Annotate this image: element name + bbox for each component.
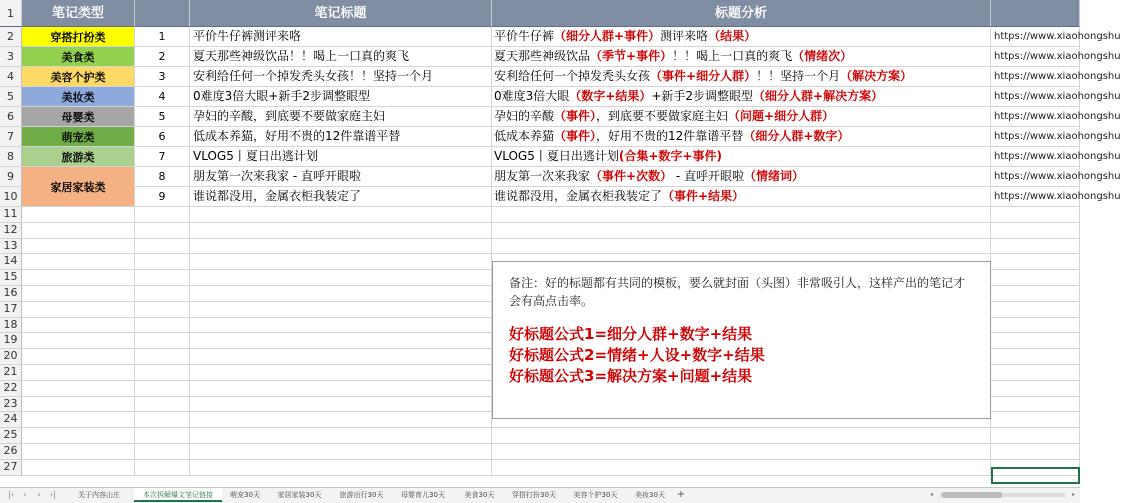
title-analysis-cell[interactable] [492,187,991,207]
link-cell[interactable]: https://www.xiaohongshu [991,107,1080,127]
empty-cell[interactable] [190,302,492,318]
link-cell[interactable]: https://www.xiaohongshu [991,47,1080,67]
empty-row [0,239,1080,255]
row-number[interactable]: 23 [0,397,22,413]
category-cell[interactable]: 美妆类 [22,87,135,107]
empty-cell[interactable] [991,397,1080,413]
sheet-tab[interactable]: 本次拆解爆文笔记链接 [134,488,222,502]
row-number[interactable]: 7 [0,127,22,147]
table-row [0,87,1121,107]
category-cell[interactable]: 旅游类 [22,147,135,167]
index-cell[interactable]: 5 [135,107,190,127]
empty-cell[interactable] [135,412,190,428]
header-index[interactable] [135,0,190,27]
table-row [0,187,1121,207]
index-cell[interactable]: 7 [135,147,190,167]
analysis-tag: （事件） [554,109,597,123]
empty-cell[interactable] [991,239,1080,255]
title-analysis-cell[interactable] [492,87,991,107]
analysis-text: ，到底要不要做家庭主妇 [596,109,729,123]
row-number[interactable]: 12 [0,223,22,239]
title-analysis-cell[interactable] [492,47,991,67]
sheet-tab[interactable]: 萌宠30天 [230,491,260,499]
empty-cell[interactable] [22,460,135,476]
scroll-right-icon[interactable]: ▸ [1071,491,1075,498]
empty-cell[interactable] [135,349,190,365]
empty-cell[interactable] [190,460,492,476]
formula-line: 好标题公式3=解决方案+问题+结果 [509,367,753,385]
analysis-tag: （细分人群+数字） [743,129,850,143]
empty-row [0,223,1080,239]
header-link[interactable] [991,0,1080,27]
empty-cell[interactable] [135,302,190,318]
analysis-text: VLOG5丨夏日出逃计划 [494,149,619,163]
empty-cell[interactable] [135,460,190,476]
note-text: 备注：好的标题都有共同的模板，要么就封面（头图）非常吸引人，这样产出的笔记才会有高点击率。 [509,276,966,308]
index-cell[interactable]: 6 [135,127,190,147]
table-row [0,67,1121,87]
empty-row [0,207,1080,223]
row-number[interactable]: 9 [0,167,22,187]
analysis-text: 测评来咯 [660,29,709,43]
empty-cell[interactable] [190,428,492,444]
empty-cell[interactable] [135,333,190,349]
note-title-cell[interactable]: VLOG5丨夏日出逃计划 [190,147,492,167]
analysis-text: - 直呼开眼啦 [672,169,745,183]
empty-cell[interactable] [135,318,190,334]
analysis-tag: （细分人群+事件） [554,29,661,43]
prev-sheet-icon[interactable]: ‹ [23,490,27,499]
empty-cell[interactable] [190,412,492,428]
category-cell[interactable]: 美食类 [22,47,135,67]
selected-cell[interactable] [991,467,1080,484]
empty-cell[interactable] [22,428,135,444]
note-title-cell[interactable]: 安利给任何一个掉发秃头女孩！！坚持一个月 [190,67,492,87]
sheet-tab[interactable]: 美食30天 [464,491,495,499]
empty-cell[interactable] [135,444,190,460]
note-textbox[interactable] [492,261,991,419]
link-cell[interactable]: https://www.xiaohongshu [991,27,1080,47]
empty-cell[interactable] [991,207,1080,223]
row-number[interactable]: 24 [0,412,22,428]
empty-cell[interactable] [135,223,190,239]
empty-cell[interactable] [492,207,991,223]
sheet-tab-bar [0,487,1080,503]
note-title-cell[interactable]: 低成本养猫，好用不贵的12件靠谱平替 [190,127,492,147]
empty-cell[interactable] [991,444,1080,460]
empty-cell[interactable] [492,444,991,460]
table-row [0,167,1121,187]
row-number[interactable]: 17 [0,302,22,318]
empty-cell[interactable] [135,397,190,413]
note-title-cell[interactable]: 孕妇的辛酸，到底要不要做家庭主妇 [190,107,492,127]
link-cell[interactable]: https://www.xiaohongshu [991,87,1080,107]
sheet-tab[interactable]: 母婴育儿30天 [401,491,445,499]
empty-cell[interactable] [991,318,1080,334]
empty-cell[interactable] [190,239,492,255]
empty-cell[interactable] [991,286,1080,302]
analysis-tag: （事件+次数） [590,169,673,183]
index-cell[interactable]: 3 [135,67,190,87]
sheet-tab[interactable]: 美妆30天 [635,491,665,499]
link-cell[interactable]: https://www.xiaohongshu [991,147,1080,167]
empty-cell[interactable] [991,223,1080,239]
empty-cell[interactable] [190,381,492,397]
formula-line: 好标题公式1=细分人群+数字+结果 [509,325,753,343]
row-number[interactable]: 26 [0,444,22,460]
scroll-left-icon[interactable]: ◂ [930,491,934,498]
analysis-text: 朋友第一次来我家 [494,169,591,183]
empty-cell[interactable] [22,223,135,239]
row-number[interactable]: 13 [0,239,22,255]
empty-cell[interactable] [22,318,135,334]
table-row [0,147,1121,167]
empty-cell[interactable] [991,270,1080,286]
row-number[interactable]: 16 [0,286,22,302]
next-sheet-icon[interactable]: › [37,490,41,499]
empty-cell[interactable] [22,302,135,318]
last-sheet-icon[interactable]: ›| [50,490,56,499]
category-cell[interactable]: 穿搭打扮类 [22,27,135,47]
row-number[interactable]: 27 [0,460,22,476]
empty-cell[interactable] [190,254,492,270]
analysis-text: 0难度3倍大眼 [494,89,570,103]
sheet-tab[interactable]: 家居家装30天 [277,491,322,499]
empty-cell[interactable] [190,333,492,349]
index-cell[interactable]: 1 [135,27,190,47]
empty-cell[interactable] [22,239,135,255]
add-sheet-button[interactable]: + [676,489,686,500]
row-number[interactable]: 8 [0,147,22,167]
empty-cell[interactable] [135,207,190,223]
sheet-tab[interactable]: 穿搭打扮30天 [512,491,556,499]
empty-cell[interactable] [190,223,492,239]
row-number[interactable]: 4 [0,67,22,87]
empty-cell[interactable] [22,207,135,223]
row-number[interactable]: 20 [0,349,22,365]
empty-cell[interactable] [22,397,135,413]
analysis-tag: （细分人群+解决方案） [753,89,884,103]
empty-row [0,460,1080,476]
empty-cell[interactable] [492,239,991,255]
empty-cell[interactable] [991,412,1080,428]
empty-row [0,428,1080,444]
empty-cell[interactable] [22,333,135,349]
empty-cell[interactable] [492,223,991,239]
row-number[interactable]: 18 [0,318,22,334]
empty-cell[interactable] [135,428,190,444]
empty-cell[interactable] [135,365,190,381]
row-number[interactable]: 10 [0,187,22,207]
title-analysis-cell[interactable] [492,67,991,87]
row-number[interactable]: 22 [0,381,22,397]
empty-cell[interactable] [22,254,135,270]
empty-cell[interactable] [190,286,492,302]
empty-cell[interactable] [22,444,135,460]
empty-cell[interactable] [991,349,1080,365]
analysis-tag: （结果） [708,29,757,43]
analysis-text: ！！喝上一口真的爽飞 [672,49,793,63]
table-row [0,127,1121,147]
empty-cell[interactable] [190,444,492,460]
analysis-tag: （问题+细分人群） [728,109,835,123]
category-cell[interactable]: 萌宠类 [22,127,135,147]
empty-cell[interactable] [190,318,492,334]
note-title-cell[interactable]: 谁说都没用，金属衣柜我装定了 [190,187,492,207]
category-cell[interactable]: 母婴类 [22,107,135,127]
header-note-title[interactable]: 笔记标题 [190,0,492,27]
analysis-tag: （数字+结果） [569,89,652,103]
empty-cell[interactable] [991,333,1080,349]
empty-cell[interactable] [22,381,135,397]
row-number[interactable]: 5 [0,87,22,107]
analysis-tag: （情绪词） [744,169,805,183]
sheet-tab[interactable]: 美容个护30天 [573,491,618,499]
empty-cell[interactable] [135,270,190,286]
row-number[interactable]: 21 [0,365,22,381]
link-cell[interactable]: https://www.xiaohongshu [991,67,1080,87]
analysis-text: 安利给任何一个掉发秃头女孩 [494,69,651,83]
empty-row [0,444,1080,460]
analysis-text: ！！坚持一个月 [756,69,841,83]
sheet-tab[interactable]: 旅游出行30天 [339,491,384,499]
row-number[interactable]: 25 [0,428,22,444]
empty-cell[interactable] [991,254,1080,270]
analysis-text: 低成本养猫 [494,129,555,143]
empty-cell[interactable] [190,365,492,381]
empty-cell[interactable] [190,207,492,223]
formula-line: 好标题公式2=情绪+人设+数字+结果 [509,346,765,364]
row-number[interactable]: 6 [0,107,22,127]
table-row [0,47,1121,67]
index-cell[interactable]: 9 [135,187,190,207]
analysis-text: 夏天那些神级饮品 [494,49,591,63]
analysis-text: 谁说都没用，金属衣柜我装定了 [494,189,663,203]
empty-cell[interactable] [135,381,190,397]
category-cell[interactable]: 美容个护类 [22,67,135,87]
index-cell[interactable]: 8 [135,167,190,187]
empty-cell[interactable] [22,365,135,381]
row-number[interactable]: 19 [0,333,22,349]
note-title-cell[interactable]: 平价牛仔裤测评来咯 [190,27,492,47]
title-analysis-cell[interactable] [492,27,991,47]
title-analysis-cell[interactable] [492,107,991,127]
empty-cell[interactable] [991,365,1080,381]
analysis-text: 孕妇的辛酸 [494,109,555,123]
analysis-text: 平价牛仔裤 [494,29,555,43]
header-note-type[interactable]: 笔记类型 [22,0,135,27]
analysis-tag: （事件+结果） [662,189,745,203]
sheet-tab[interactable]: 关于内容山庄 [78,491,120,499]
empty-cell[interactable] [492,460,991,476]
note-title-cell[interactable]: 朋友第一次来我家 - 直呼开眼啦 [190,167,492,187]
analysis-text: ，好用不贵的12件靠谱平替 [596,129,744,143]
link-cell[interactable]: https://www.xiaohongshu [991,167,1080,187]
table-row [0,107,1121,127]
empty-cell[interactable] [135,286,190,302]
empty-cell[interactable] [22,270,135,286]
header-row [0,0,1080,27]
horizontal-scrollbar[interactable] [930,491,1075,499]
row-number[interactable]: 3 [0,47,22,67]
first-sheet-icon[interactable]: |‹ [8,490,14,499]
empty-cell[interactable] [991,302,1080,318]
category-cell[interactable]: 家居家装类 [22,167,135,207]
analysis-tag: （事件+细分人群） [650,69,757,83]
empty-cell[interactable] [190,270,492,286]
empty-cell[interactable] [190,349,492,365]
row-number[interactable]: 14 [0,254,22,270]
row-number[interactable]: 15 [0,270,22,286]
table-row [0,27,1121,47]
analysis-tag: （季节+事件） [590,49,673,63]
analysis-tag: （情绪次） [792,49,853,63]
formula-list [509,324,976,387]
empty-cell[interactable] [22,349,135,365]
row-number[interactable]: 1 [0,0,22,27]
link-cell[interactable]: https://www.xiaohongshu [991,187,1080,207]
index-cell[interactable]: 2 [135,47,190,67]
title-analysis-cell[interactable] [492,167,991,187]
analysis-tag: （事件） [554,129,597,143]
empty-cell[interactable] [991,428,1080,444]
empty-cell[interactable] [135,239,190,255]
note-title-cell[interactable]: 0难度3倍大眼+新手2步调整眼型 [190,87,492,107]
title-analysis-cell[interactable] [492,147,991,167]
empty-cell[interactable] [22,412,135,428]
title-analysis-cell[interactable] [492,127,991,147]
analysis-tag: （解决方案） [840,69,913,83]
empty-cell[interactable] [991,381,1080,397]
index-cell[interactable]: 4 [135,87,190,107]
empty-cell[interactable] [135,254,190,270]
empty-cell[interactable] [22,286,135,302]
scroll-thumb[interactable] [942,492,1002,498]
row-number[interactable]: 2 [0,27,22,47]
link-cell[interactable]: https://www.xiaohongshu [991,127,1080,147]
analysis-text: +新手2步调整眼型 [651,89,754,103]
header-title-analysis[interactable]: 标题分析 [492,0,991,27]
empty-cell[interactable] [492,428,991,444]
row-number[interactable]: 11 [0,207,22,223]
empty-cell[interactable] [190,397,492,413]
note-title-cell[interactable]: 夏天那些神级饮品！！喝上一口真的爽飞 [190,47,492,67]
analysis-tag: (合集+数字+事件) [618,149,722,163]
